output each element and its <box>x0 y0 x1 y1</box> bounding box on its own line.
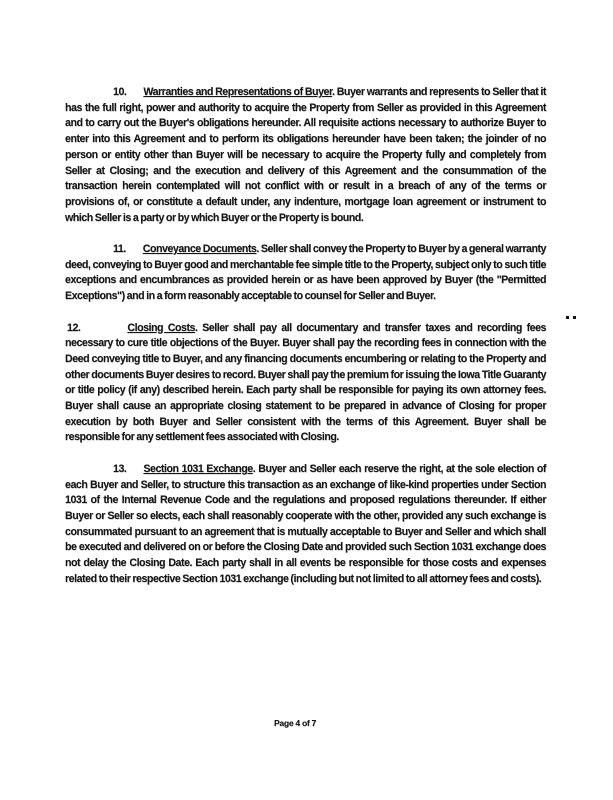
section-heading: Closing Costs <box>127 321 195 334</box>
paragraph-13 <box>65 462 546 588</box>
paragraph-text: . Seller shall convey the Property to Buyer by a general warranty deed, conveying to Buyer good and merchantable fee simple title to the Property, subject only to such title exceptions and encumbrances as provided herein or as have been approved by Buyer (the "Permitted Exceptions") and in a form reasonably acceptable to counsel for Seller and Buyer. <box>65 243 547 303</box>
scan-artifact-dot <box>566 316 569 319</box>
paragraph-text: . Seller shall pay all documentary and transfer taxes and recording fees necessary to cure title objections of the Buyer. Buyer shall pay the recording fees in connection with the Deed conveying title to Buyer, and any financing documents encumbering or relating to the Property and other documents Buyer desires to record. Buyer shall pay the premium for issuing the Iowa Title Guaranty or title policy (if any) described herein. Each party shall be responsible for paying its own attorney fees. Buyer shall cause an appropriate closing statement to be prepared in advance of Closing for proper execution by both Buyer and Seller consistent with the terms of this Agreement. Buyer shall be responsible for any settlement fees associated with Closing. <box>65 321 546 444</box>
paragraph-12 <box>65 321 546 447</box>
section-heading: Warranties and Representations of Buyer <box>143 86 333 98</box>
section-number: 11. <box>113 243 126 256</box>
paragraph-10 <box>65 85 546 226</box>
paragraph-11 <box>65 242 546 305</box>
scan-artifact-dot <box>573 316 576 319</box>
section-heading: Conveyance Documents <box>142 243 257 256</box>
page-number-footer: Page 4 of 7 <box>273 718 317 728</box>
section-number: 12. <box>67 321 81 334</box>
paragraph-text: . Buyer and Seller each reserve the right, at the sole election of each Buyer and Seller, to structure this transaction as an exchange of like-kind properties under Section 1031 of the Internal Revenue Code and the regulations and proposed regulations thereunder. If either Buyer or Seller so elects, each shall reasonably cooperate with the other, provided any such exchange is consummated pursuant to an agreement that is mutually acceptable to Buyer and Seller and which shall be executed and delivered on or before the Closing Date and provided such Section 1031 exchange does not delay the Closing Date. Each party shall in all events be responsible for those costs and expenses related to their respective Section 1031 exchange (including but not limited to all attorney fees and costs). <box>65 462 547 585</box>
document-body <box>65 85 546 603</box>
section-number: 13. <box>113 462 127 475</box>
section-number: 10. <box>113 86 127 98</box>
paragraph-text: . Buyer warrants and represents to Seller that it has the full right, power and authority to acquire the Property from Seller as provided in this Agreement and to carry out the Buyer's obligations hereunder. All requisite actions necessary to authorize Buyer to enter into this Agreement and to perform its obligations hereunder have been taken; the joinder of no person or entity other than Buyer will be necessary to acquire the Property fully and completely from Seller at Closing; and the execution and delivery of this Agreement and the consummation of the transaction herein contemplated will not conflict with or result in a breach of any of the terms or provisions of, or constitute a default under, any indenture, mortgage loan agreement or instrument to which Seller is a party or by which Buyer or the Property is bound. <box>65 86 546 224</box>
section-heading: Section 1031 Exchange <box>143 462 253 475</box>
